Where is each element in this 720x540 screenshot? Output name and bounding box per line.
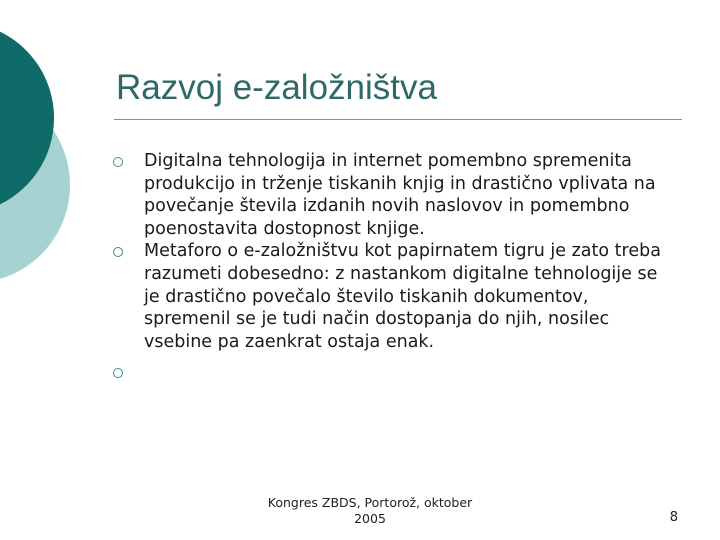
bullet-item [113, 150, 673, 240]
bullet-list [113, 150, 673, 384]
slide-title: Razvoj e-založništva [116, 68, 437, 107]
decorative-circles [0, 0, 110, 300]
bullet-circle-icon [113, 157, 123, 167]
footer-line-1: Kongres ZBDS, Portorož, oktober [267, 495, 473, 510]
page-number: 8 [669, 510, 678, 525]
bullet-circle-icon [113, 368, 123, 378]
bullet-text: Metaforo o e-založništvu kot papirnatem tigru je zato treba razumeti dobesedno: z nastankom digitalne tehnologije se je drastično povečalo število tiskanih dokumentov, spremenil se je tudi način dostopanja do njih, nosilec vsebine pa zaenkrat ostaja enak. [144, 241, 661, 352]
footer [250, 495, 490, 527]
bullet-item-empty [113, 361, 673, 384]
bullet-item [113, 240, 673, 353]
bullet-circle-icon [113, 247, 123, 257]
title-divider [114, 119, 682, 120]
footer-line-2: 2005 [354, 511, 386, 526]
bullet-text: Digitalna tehnologija in internet pomembno spremenita produkcijo in trženje tiskanih knjig in drastično vplivata na povečanje števila izdanih novih naslovov in pomembno poenostavita dostopnost knjige. [144, 151, 656, 239]
